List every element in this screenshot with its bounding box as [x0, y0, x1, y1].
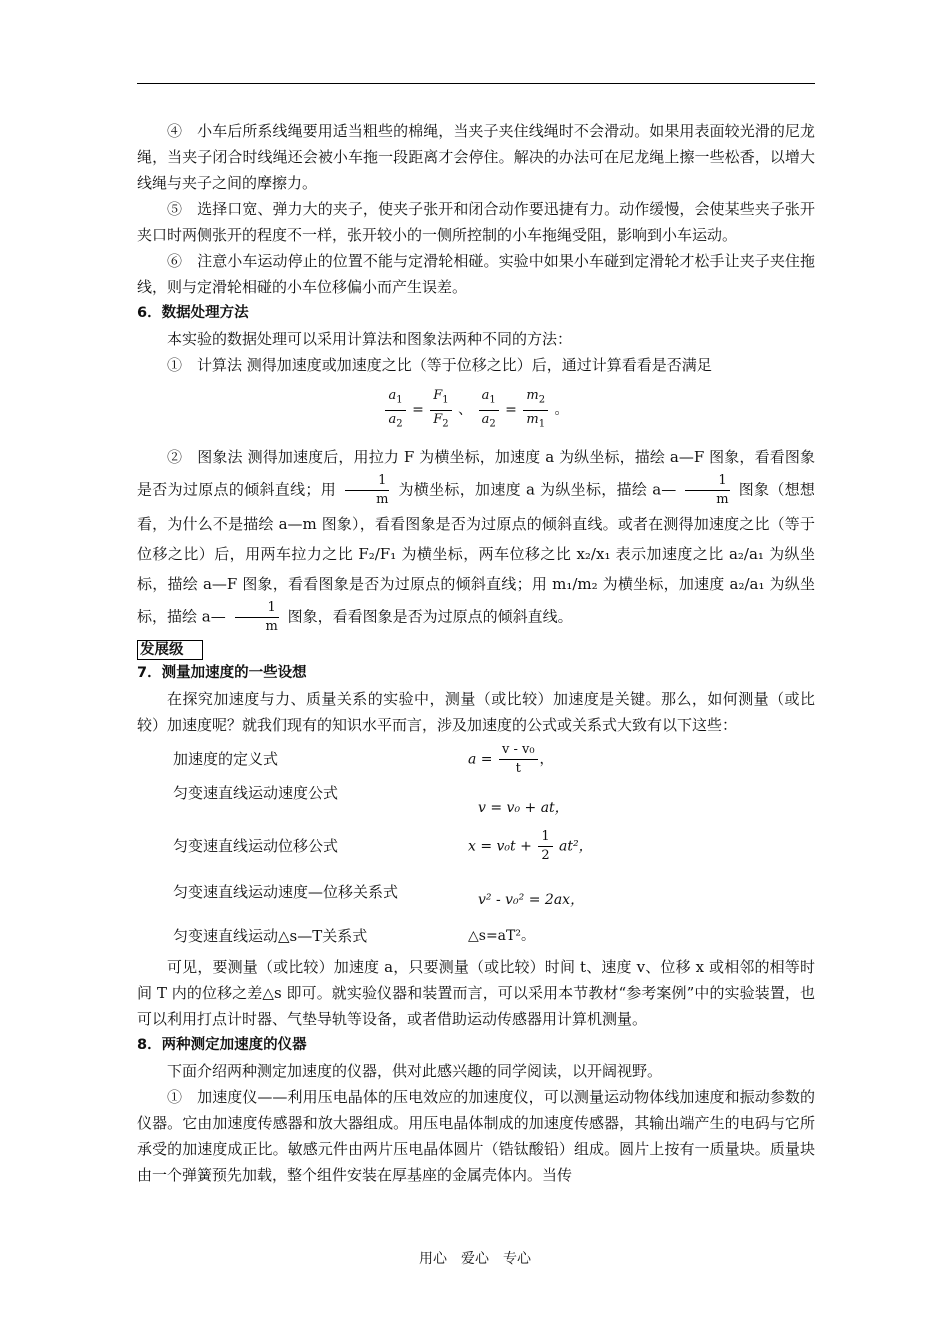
fraction-1-over-m-b: $\frac{1}{m}$	[683, 472, 731, 509]
formula-row-velocity-displacement	[137, 872, 815, 912]
formula-expression: △s=aT²。	[468, 928, 535, 944]
level-label: 发展级	[137, 640, 203, 660]
ratio-equations: $\frac{a_1}{a_2}$ = $\frac{F_1}{F_2}$ 、 $\frac{a_1}{a_2}$ = $\frac{m_2}{m_1}$ 。	[137, 386, 815, 434]
section-6-intro: 本实验的数据处理可以采用计算法和图象法两种不同的方法：	[167, 330, 573, 348]
fraction-m2-m1: $\frac{m_2}{m_1}$	[523, 387, 548, 433]
formula-expression: v² - v₀² = 2ax，	[478, 892, 585, 908]
section-7-outro: 可见，要测量（或比较）加速度 a，只要测量（或比较）时间 t、速度 v、位移 x 或相邻的相等时间 T 内的位移之差△s 即可。就实验仪器和装置而言，可以采用本节教材“参考案例”中的实验装置，也可以利用打点计时器、气垫导轨等设备，或者借助运动传感器用计算机测量。	[137, 958, 815, 1028]
method-2	[137, 442, 815, 636]
fraction-a1-a2: $\frac{a_1}{a_2}$	[385, 387, 405, 433]
formula-expression: x = v₀t + $\frac{1}{2}$ at²，	[468, 828, 593, 863]
method-2-part-b: 为横坐标，加速度 a 为纵坐标，描绘 a—	[398, 480, 677, 499]
page-footer: 用心 爱心 专心	[419, 1251, 531, 1267]
formula-label: 匀变速直线运动位移公式	[173, 837, 339, 855]
formula-row-definition	[137, 738, 815, 780]
item-5: ⑤ 选择口宽、弹力大的夹子，使夹子张开和闭合动作要迅捷有力。动作缓慢，会使某些夹子张开夹口时两侧张开的程度不一样，张开较小的一侧所控制的小车拖绳受阻，影响到小车运动。	[137, 200, 815, 244]
method-1: ① 计算法 测得加速度或加速度之比（等于位移之比）后，通过计算看看是否满足	[167, 356, 712, 374]
formula-expression: a = $\frac{\text{v - v₀}}{t}$ ，	[468, 741, 554, 776]
formula-label: 匀变速直线运动速度—位移关系式	[173, 883, 399, 901]
section-6-heading: 6．数据处理方法	[137, 305, 249, 321]
formula-row-delta-s	[137, 918, 815, 954]
formula-expression: v = v₀ + at，	[478, 800, 569, 816]
method-2-part-a: ② 图象法 测得加速度后，用拉力 F 为横坐标，加速度 a 为纵坐标，描绘 a—F 图象，看看图象是否为过原点的倾斜直线；用	[137, 448, 815, 499]
fraction-1-over-m-c: $\frac{1}{m}$	[233, 599, 281, 636]
document-body	[137, 118, 815, 1188]
section-8-intro: 下面介绍两种测定加速度的仪器，供对此感兴趣的同学阅读，以开阔视野。	[167, 1062, 663, 1080]
item-4: ④ 小车后所系线绳要用适当粗些的棉绳，当夹子夹住线绳时不会滑动。如果用表面较光滑的尼龙绳，当夹子闭合时线绳还会被小车拖一段距离才会停住。解决的办法可在尼龙绳上擦一些松香，以增大线绳与夹子之间的摩擦力。	[137, 122, 815, 192]
equation-separator: 、	[458, 402, 473, 418]
equation-end: 。	[554, 402, 569, 418]
section-8-heading: 8．两种测定加速度的仪器	[137, 1037, 307, 1053]
method-2-part-d: 图象，看看图象是否为过原点的倾斜直线。	[287, 607, 573, 626]
formula-label: 匀变速直线运动速度公式	[173, 784, 339, 802]
section-7-intro: 在探究加速度与力、质量关系的实验中，测量（或比较）加速度是关键。那么，如何测量（或比较）加速度呢？就我们现有的知识水平而言，涉及加速度的公式或关系式大致有以下这些：	[137, 690, 815, 734]
header-rule	[137, 83, 815, 84]
formula-label: 加速度的定义式	[173, 750, 279, 768]
fraction-f1-f2: $\frac{F_1}{F_2}$	[430, 387, 451, 433]
section-8-paragraph-1: ① 加速度仪——利用压电晶体的压电效应的加速度仪，可以测量运动物体线加速度和振动参数的仪器。它由加速度传感器和放大器组成。用压电晶体制成的加速度传感器，其输出端产生的电码与它所承受的加速度成正比。敏感元件由两片压电晶体圆片（锆钛酸铅）组成。圆片上按有一质量块。质量块由一个弹簧预先加载，整个组件安装在厚基座的金属壳体内。当传	[137, 1088, 815, 1184]
fraction-1-over-m: $\frac{1}{m}$	[343, 472, 391, 509]
formula-label: 匀变速直线运动△s—T关系式	[173, 927, 368, 945]
item-6: ⑥ 注意小车运动停止的位置不能与定滑轮相碰。实验中如果小车碰到定滑轮才松手让夹子夹住拖线，则与定滑轮相碰的小车位移偏小而产生误差。	[137, 252, 815, 296]
section-7-heading: 7．测量加速度的一些设想	[137, 665, 307, 681]
formula-row-displacement	[137, 820, 815, 872]
fraction-a1-a2-b: $\frac{a_1}{a_2}$	[479, 387, 499, 433]
method-2-part-c: 图象（想想看，为什么不是描绘 a—m 图象），看看图象是否为过原点的倾斜直线。或者在测得加速度之比（等于位移之比）后，用两车拉力之比 F₂/F₁ 为横坐标，两车位移之比 x₂/x₁ 表示加速度之比 a₂/a₁ 为纵坐标，描绘 a—F 图象，看看图象是否为过原点的倾斜直线；用 m₁/m₂ 为横坐标，加速度 a₂/a₁ 为纵坐标，描绘 a—	[137, 480, 815, 626]
